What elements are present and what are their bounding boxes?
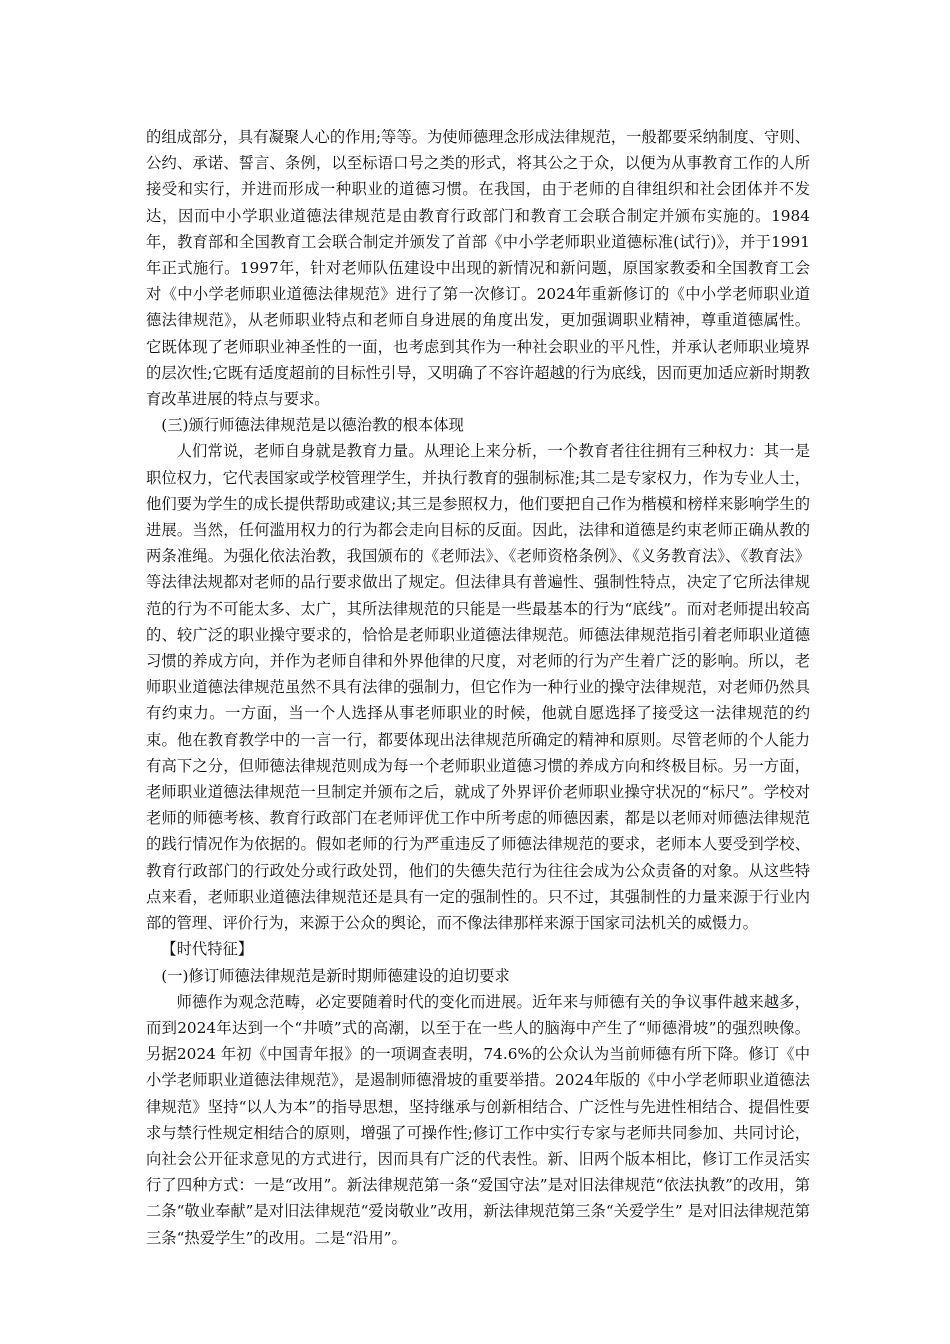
section-heading-1: (一)修订师德法律规范是新时期师德建设的迫切要求 (161, 966, 510, 985)
paragraph-teacher-powers: 人们常说，老师自身就是教育力量。从理论上来分析，一个教育者往往拥有三种权力：其一是职位权力，它代表国家或学校管理学生，并执行教育的强制标准;其二是专家权力，作为专业人士，他们要为学生的成长提供帮助或建议;其三是参照权力，他们要把自己作为楷模和榜样来影响学生的进展。当然，任何滥用权力的行为都会走向目标的反面。因此，法律和道德是约束老师正确从教的两条准绳。为强化依法治教，我国颁布的《老师法》、《老师资格条例》、《义务教育法》、《教育法》等法律法规都对老师的品行要求做出了规定。但法律具有普遍性、强制性特点，决定了它所法律规范的行为不可能太多、太广，其所法律规范的只能是一些最基本的行为“底线”。而对老师提出较高的、较广泛的职业操守要求的，恰恰是老师职业道德法律规范。师德法律规范指引着老师职业道德习惯的养成方向，并作为老师自律和外界他律的尺度，对老师的行为产生着广泛的影响。所以，老师职业道德法律规范虽然不具有法律的强制力，但它作为一种行业的操守法律规范，对老师仍然具有约束力。一方面，当一个人选择从事老师职业的时候，他就自愿选择了接受这一法律规范的约束。他在教育教学中的一言一行，都要体现出法律规范所确定的精神和原则。尽管老师的个人能力有高下之分，但师德法律规范则成为每一个老师职业道德习惯的养成方向和终极目标。另一方面，老师职业道德法律规范一旦制定并颁布之后，就成了外界评价老师职业操守状况的“标尺”。学校对老师的师德考核、教育行政部门在老师评优工作中所考虑的师德因素，都是以老师对师德法律规范的践行情况作为依据的。假如老师的行为严重违反了师德法律规范的要求，老师本人要受到学校、教育行政部门的行政处分或行政处罚，他们的失德失范行为往往会成为公众责备的对象。从这些特点来看，老师职业道德法律规范还是具有一定的强制性的。只不过，其强制性的力量来源于行业内部的管理、评价行为，来源于公众的舆论，而不像法律那样来源于国家司法机关的威慑力。 (146, 442, 810, 933)
section-heading-era-features: 【时代特征】 (161, 940, 254, 959)
paragraph-revision: 师德作为观念范畴，必定要随着时代的变化而进展。近年来与师德有关的争议事件越来越多，而到2024年达到一个“井喷”式的高潮，以至于在一些人的脑海中产生了“师德滑坡”的强烈映像。另据2024 年初《中国青年报》的一项调查表明，74.6%的公众认为当前师德有所下降。修订《中小学老师职业道德法律规范》，是遏制师德滑坡的重要举措。2024年版的《中小学老师职业道德法律规范》坚持“以人为本”的指导思想，坚持继承与创新相结合、广泛性与先进性相结合、提倡性要求与禁行性规定相结合的原则，增强了可操作性;修订工作中实行专家与老师共同参加、共同讨论，向社会公开征求意见的方式进行，因而具有广泛的代表性。新、旧两个版本相比，修订工作灵活实行了四种方式：一是“改用”。新法律规范第一条“爱国守法”是对旧法律规范“依法执教”的改用，第二条“敬业奉献”是对旧法律规范“爱岗敬业”改用，新法律规范第三条“关爱学生” 是对旧法律规范第三条“热爱学生”的改用。二是“沿用”。 (146, 992, 810, 1247)
section-heading-3: (三)颁行师德法律规范是以德治教的根本体现 (161, 416, 464, 435)
paragraph-organization-norms: 的组成部分，具有凝聚人心的作用;等等。为使师德理念形成法律规范，一般都要采纳制度、守则、公约、承诺、誓言、条例，以至标语口号之类的形式，将其公之于众，以便为从事教育工作的人所接受和实行，并进而形成一种职业的道德习惯。在我国，由于老师的自律组织和社会团体并不发达，因而中小学职业道德法律规范是由教育行政部门和教育工会联合制定并颁布实施的。1984年，教育部和全国教育工会联合制定并颁发了首部《中小学老师职业道德标准(试行)》，并于1991年正式施行。1997年，针对老师队伍建设中出现的新情况和新问题，原国家教委和全国教育工会对《中小学老师职业道德法律规范》进行了第一次修订。2024年重新修订的《中小学老师职业道德法律规范》，从老师职业特点和老师自身进展的角度出发，更加强调职业精神，尊重道德属性。它既体现了老师职业神圣性的一面，也考虑到其作为一种社会职业的平凡性，并承认老师职业境界的层次性;它既有适度超前的目标性引导，又明确了不容许超越的行为底线，因而更加适应新时期教育改革进展的特点与要求。 (146, 128, 810, 409)
document-body (146, 124, 810, 1251)
